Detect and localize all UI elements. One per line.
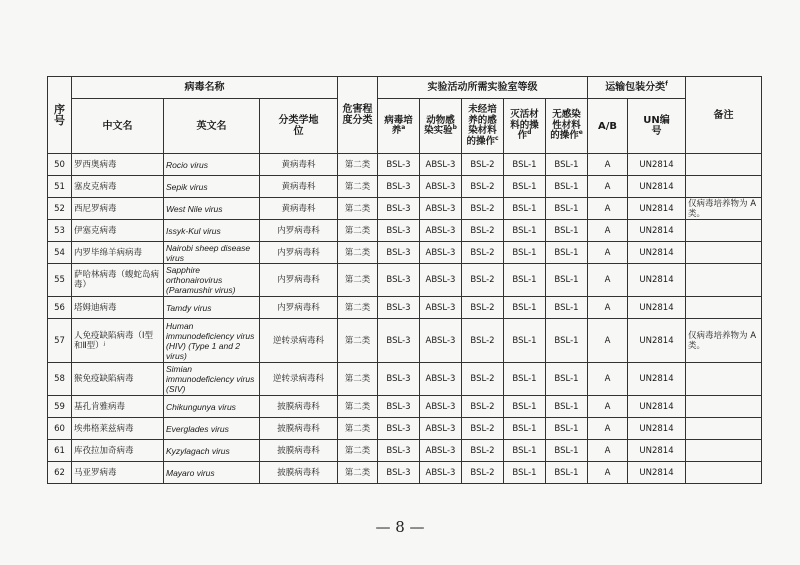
- animal-level-cell: ABSL-3: [420, 297, 462, 319]
- english-name-cell: Simian immunodeficiency virus (SIV): [164, 363, 260, 396]
- inactivated-level-cell: BSL-1: [504, 440, 546, 462]
- noninfectious-level-cell: BSL-1: [546, 363, 588, 396]
- table-row: [48, 418, 762, 440]
- animal-level-cell: ABSL-3: [420, 418, 462, 440]
- virus-table: [47, 76, 762, 484]
- header-uncultured: 未经培养的感染材料的操作$^c$: [462, 99, 504, 154]
- animal-level-cell: ABSL-3: [420, 176, 462, 198]
- chinese-name-cell: 马亚罗病毒: [72, 462, 164, 484]
- header-hazard: 危害程度分类: [338, 77, 378, 154]
- animal-level-cell: ABSL-3: [420, 319, 462, 363]
- culture-level-cell: BSL-3: [378, 319, 420, 363]
- remarks-cell: [686, 462, 762, 484]
- chinese-name-cell: 内罗毕绵羊病病毒: [72, 242, 164, 264]
- chinese-name-cell: 西尼罗病毒: [72, 198, 164, 220]
- uncultured-level-cell: BSL-2: [462, 154, 504, 176]
- row-number: 55: [48, 264, 72, 297]
- inactivated-level-cell: BSL-1: [504, 319, 546, 363]
- english-name-cell: Human immunodeficiency virus (HIV) (Type 1 and 2 virus): [164, 319, 260, 363]
- english-name-cell: Sepik virus: [164, 176, 260, 198]
- culture-level-cell: BSL-3: [378, 220, 420, 242]
- noninfectious-level-cell: BSL-1: [546, 418, 588, 440]
- inactivated-level-cell: BSL-1: [504, 198, 546, 220]
- english-name-cell: Kyzylagach virus: [164, 440, 260, 462]
- remarks-cell: 仅病毒培养物为 A 类。: [686, 319, 762, 363]
- header-taxonomy: 分类学地位: [260, 99, 338, 154]
- transport-ab-cell: A: [588, 264, 628, 297]
- hazard-class-cell: 第二类: [338, 440, 378, 462]
- uncultured-level-cell: BSL-2: [462, 220, 504, 242]
- animal-level-cell: ABSL-3: [420, 363, 462, 396]
- uncultured-level-cell: BSL-2: [462, 198, 504, 220]
- culture-level-cell: BSL-3: [378, 297, 420, 319]
- table-row: [48, 264, 762, 297]
- remarks-cell: [686, 242, 762, 264]
- inactivated-level-cell: BSL-1: [504, 220, 546, 242]
- un-number-cell: UN2814: [628, 462, 686, 484]
- animal-level-cell: ABSL-3: [420, 154, 462, 176]
- animal-level-cell: ABSL-3: [420, 440, 462, 462]
- uncultured-level-cell: BSL-2: [462, 462, 504, 484]
- hazard-class-cell: 第二类: [338, 154, 378, 176]
- header-animal: 动物感染实验$^b$: [420, 99, 462, 154]
- culture-level-cell: BSL-3: [378, 462, 420, 484]
- chinese-name-cell: 埃弗格莱兹病毒: [72, 418, 164, 440]
- taxonomy-cell: 内罗病毒科: [260, 242, 338, 264]
- header-ab: A/B: [588, 99, 628, 154]
- un-number-cell: UN2814: [628, 363, 686, 396]
- row-number: 54: [48, 242, 72, 264]
- uncultured-level-cell: BSL-2: [462, 297, 504, 319]
- chinese-name-cell: 罗西奥病毒: [72, 154, 164, 176]
- uncultured-level-cell: BSL-2: [462, 319, 504, 363]
- taxonomy-cell: 内罗病毒科: [260, 297, 338, 319]
- animal-level-cell: ABSL-3: [420, 264, 462, 297]
- inactivated-level-cell: BSL-1: [504, 242, 546, 264]
- hazard-class-cell: 第二类: [338, 297, 378, 319]
- noninfectious-level-cell: BSL-1: [546, 297, 588, 319]
- uncultured-level-cell: BSL-2: [462, 396, 504, 418]
- un-number-cell: UN2814: [628, 396, 686, 418]
- culture-level-cell: BSL-3: [378, 176, 420, 198]
- remarks-cell: [686, 396, 762, 418]
- animal-level-cell: ABSL-3: [420, 198, 462, 220]
- table-row: [48, 242, 762, 264]
- noninfectious-level-cell: BSL-1: [546, 319, 588, 363]
- remarks-cell: [686, 363, 762, 396]
- culture-level-cell: BSL-3: [378, 154, 420, 176]
- remarks-cell: [686, 418, 762, 440]
- un-number-cell: UN2814: [628, 198, 686, 220]
- noninfectious-level-cell: BSL-1: [546, 396, 588, 418]
- page-number: — 8 —: [375, 518, 425, 536]
- uncultured-level-cell: BSL-2: [462, 440, 504, 462]
- hazard-class-cell: 第二类: [338, 418, 378, 440]
- transport-ab-cell: A: [588, 440, 628, 462]
- uncultured-level-cell: BSL-2: [462, 264, 504, 297]
- un-number-cell: UN2814: [628, 297, 686, 319]
- culture-level-cell: BSL-3: [378, 198, 420, 220]
- header-seq: 序号: [48, 77, 72, 154]
- inactivated-level-cell: BSL-1: [504, 154, 546, 176]
- header-cn-name: 中文名: [72, 99, 164, 154]
- inactivated-level-cell: BSL-1: [504, 396, 546, 418]
- hazard-class-cell: 第二类: [338, 242, 378, 264]
- header-inactivated: 灭活材料的操作$^d$: [504, 99, 546, 154]
- row-number: 50: [48, 154, 72, 176]
- transport-ab-cell: A: [588, 319, 628, 363]
- taxonomy-cell: 内罗病毒科: [260, 264, 338, 297]
- animal-level-cell: ABSL-3: [420, 396, 462, 418]
- noninfectious-level-cell: BSL-1: [546, 154, 588, 176]
- row-number: 60: [48, 418, 72, 440]
- un-number-cell: UN2814: [628, 154, 686, 176]
- header-en-name: 英文名: [164, 99, 260, 154]
- noninfectious-level-cell: BSL-1: [546, 242, 588, 264]
- animal-level-cell: ABSL-3: [420, 242, 462, 264]
- noninfectious-level-cell: BSL-1: [546, 462, 588, 484]
- noninfectious-level-cell: BSL-1: [546, 198, 588, 220]
- english-name-cell: West Nile virus: [164, 198, 260, 220]
- taxonomy-cell: 黄病毒科: [260, 154, 338, 176]
- transport-ab-cell: A: [588, 176, 628, 198]
- inactivated-level-cell: BSL-1: [504, 363, 546, 396]
- remarks-cell: [686, 264, 762, 297]
- hazard-class-cell: 第二类: [338, 363, 378, 396]
- row-number: 57: [48, 319, 72, 363]
- header-culture: 病毒培养$^a$: [378, 99, 420, 154]
- transport-ab-cell: A: [588, 297, 628, 319]
- culture-level-cell: BSL-3: [378, 396, 420, 418]
- un-number-cell: UN2814: [628, 176, 686, 198]
- un-number-cell: UN2814: [628, 242, 686, 264]
- uncultured-level-cell: BSL-2: [462, 363, 504, 396]
- transport-ab-cell: A: [588, 198, 628, 220]
- taxonomy-cell: 披膜病毒科: [260, 440, 338, 462]
- remarks-cell: [686, 176, 762, 198]
- english-name-cell: Issyk-Kul virus: [164, 220, 260, 242]
- header-remarks: 备注: [686, 77, 762, 154]
- english-name-cell: Tamdy virus: [164, 297, 260, 319]
- header-virus-name: 病毒名称: [72, 77, 338, 99]
- taxonomy-cell: 逆转录病毒科: [260, 363, 338, 396]
- english-name-cell: Everglades virus: [164, 418, 260, 440]
- transport-ab-cell: A: [588, 363, 628, 396]
- uncultured-level-cell: BSL-2: [462, 176, 504, 198]
- hazard-class-cell: 第二类: [338, 462, 378, 484]
- table-row: [48, 198, 762, 220]
- english-name-cell: Rocio virus: [164, 154, 260, 176]
- table-row: [48, 176, 762, 198]
- table-row: [48, 396, 762, 418]
- noninfectious-level-cell: BSL-1: [546, 264, 588, 297]
- header-lab-level: 实验活动所需实验室等级: [378, 77, 588, 99]
- table-row: [48, 319, 762, 363]
- remarks-cell: 仅病毒培养物为 A 类。: [686, 198, 762, 220]
- row-number: 61: [48, 440, 72, 462]
- inactivated-level-cell: BSL-1: [504, 418, 546, 440]
- un-number-cell: UN2814: [628, 440, 686, 462]
- hazard-class-cell: 第二类: [338, 220, 378, 242]
- uncultured-level-cell: BSL-2: [462, 242, 504, 264]
- noninfectious-level-cell: BSL-1: [546, 220, 588, 242]
- taxonomy-cell: 披膜病毒科: [260, 462, 338, 484]
- taxonomy-cell: 黄病毒科: [260, 198, 338, 220]
- un-number-cell: UN2814: [628, 418, 686, 440]
- taxonomy-cell: 黄病毒科: [260, 176, 338, 198]
- inactivated-level-cell: BSL-1: [504, 297, 546, 319]
- animal-level-cell: ABSL-3: [420, 220, 462, 242]
- transport-ab-cell: A: [588, 462, 628, 484]
- transport-ab-cell: A: [588, 418, 628, 440]
- taxonomy-cell: 披膜病毒科: [260, 418, 338, 440]
- taxonomy-cell: 内罗病毒科: [260, 220, 338, 242]
- culture-level-cell: BSL-3: [378, 440, 420, 462]
- taxonomy-cell: 披膜病毒科: [260, 396, 338, 418]
- hazard-class-cell: 第二类: [338, 319, 378, 363]
- row-number: 62: [48, 462, 72, 484]
- hazard-class-cell: 第二类: [338, 198, 378, 220]
- header-un: UN编号: [628, 99, 686, 154]
- table-row: [48, 462, 762, 484]
- taxonomy-cell: 逆转录病毒科: [260, 319, 338, 363]
- table-row: [48, 297, 762, 319]
- table-row: [48, 220, 762, 242]
- transport-ab-cell: A: [588, 220, 628, 242]
- transport-ab-cell: A: [588, 154, 628, 176]
- row-number: 59: [48, 396, 72, 418]
- chinese-name-cell: 猴免疫缺陷病毒: [72, 363, 164, 396]
- chinese-name-cell: 库孜拉加奇病毒: [72, 440, 164, 462]
- english-name-cell: Chikungunya virus: [164, 396, 260, 418]
- hazard-class-cell: 第二类: [338, 176, 378, 198]
- culture-level-cell: BSL-3: [378, 242, 420, 264]
- culture-level-cell: BSL-3: [378, 363, 420, 396]
- inactivated-level-cell: BSL-1: [504, 462, 546, 484]
- header-transport: 运输包装分类$^f$: [588, 77, 686, 99]
- inactivated-level-cell: BSL-1: [504, 264, 546, 297]
- un-number-cell: UN2814: [628, 220, 686, 242]
- inactivated-level-cell: BSL-1: [504, 176, 546, 198]
- remarks-cell: [686, 440, 762, 462]
- un-number-cell: UN2814: [628, 319, 686, 363]
- english-name-cell: Nairobi sheep disease virus: [164, 242, 260, 264]
- chinese-name-cell: 塔姆迪病毒: [72, 297, 164, 319]
- row-number: 58: [48, 363, 72, 396]
- hazard-class-cell: 第二类: [338, 264, 378, 297]
- table-row: [48, 363, 762, 396]
- remarks-cell: [686, 220, 762, 242]
- noninfectious-level-cell: BSL-1: [546, 176, 588, 198]
- row-number: 52: [48, 198, 72, 220]
- chinese-name-cell: 塞皮克病毒: [72, 176, 164, 198]
- culture-level-cell: BSL-3: [378, 418, 420, 440]
- table-row: [48, 440, 762, 462]
- chinese-name-cell: 萨哈林病毒（蝮蛇岛病毒）: [72, 264, 164, 297]
- animal-level-cell: ABSL-3: [420, 462, 462, 484]
- row-number: 51: [48, 176, 72, 198]
- row-number: 56: [48, 297, 72, 319]
- row-number: 53: [48, 220, 72, 242]
- hazard-class-cell: 第二类: [338, 396, 378, 418]
- remarks-cell: [686, 154, 762, 176]
- english-name-cell: Sapphire orthonairovirus (Paramushir virus): [164, 264, 260, 297]
- chinese-name-cell: 伊塞克病毒: [72, 220, 164, 242]
- transport-ab-cell: A: [588, 396, 628, 418]
- chinese-name-cell: 人免疫缺陷病毒（Ⅰ型和Ⅱ型）ʲ: [72, 319, 164, 363]
- culture-level-cell: BSL-3: [378, 264, 420, 297]
- remarks-cell: [686, 297, 762, 319]
- header-noninfectious: 无感染性材料的操作$^e$: [546, 99, 588, 154]
- table-row: [48, 154, 762, 176]
- noninfectious-level-cell: BSL-1: [546, 440, 588, 462]
- chinese-name-cell: 基孔肯雅病毒: [72, 396, 164, 418]
- uncultured-level-cell: BSL-2: [462, 418, 504, 440]
- un-number-cell: UN2814: [628, 264, 686, 297]
- english-name-cell: Mayaro virus: [164, 462, 260, 484]
- transport-ab-cell: A: [588, 242, 628, 264]
